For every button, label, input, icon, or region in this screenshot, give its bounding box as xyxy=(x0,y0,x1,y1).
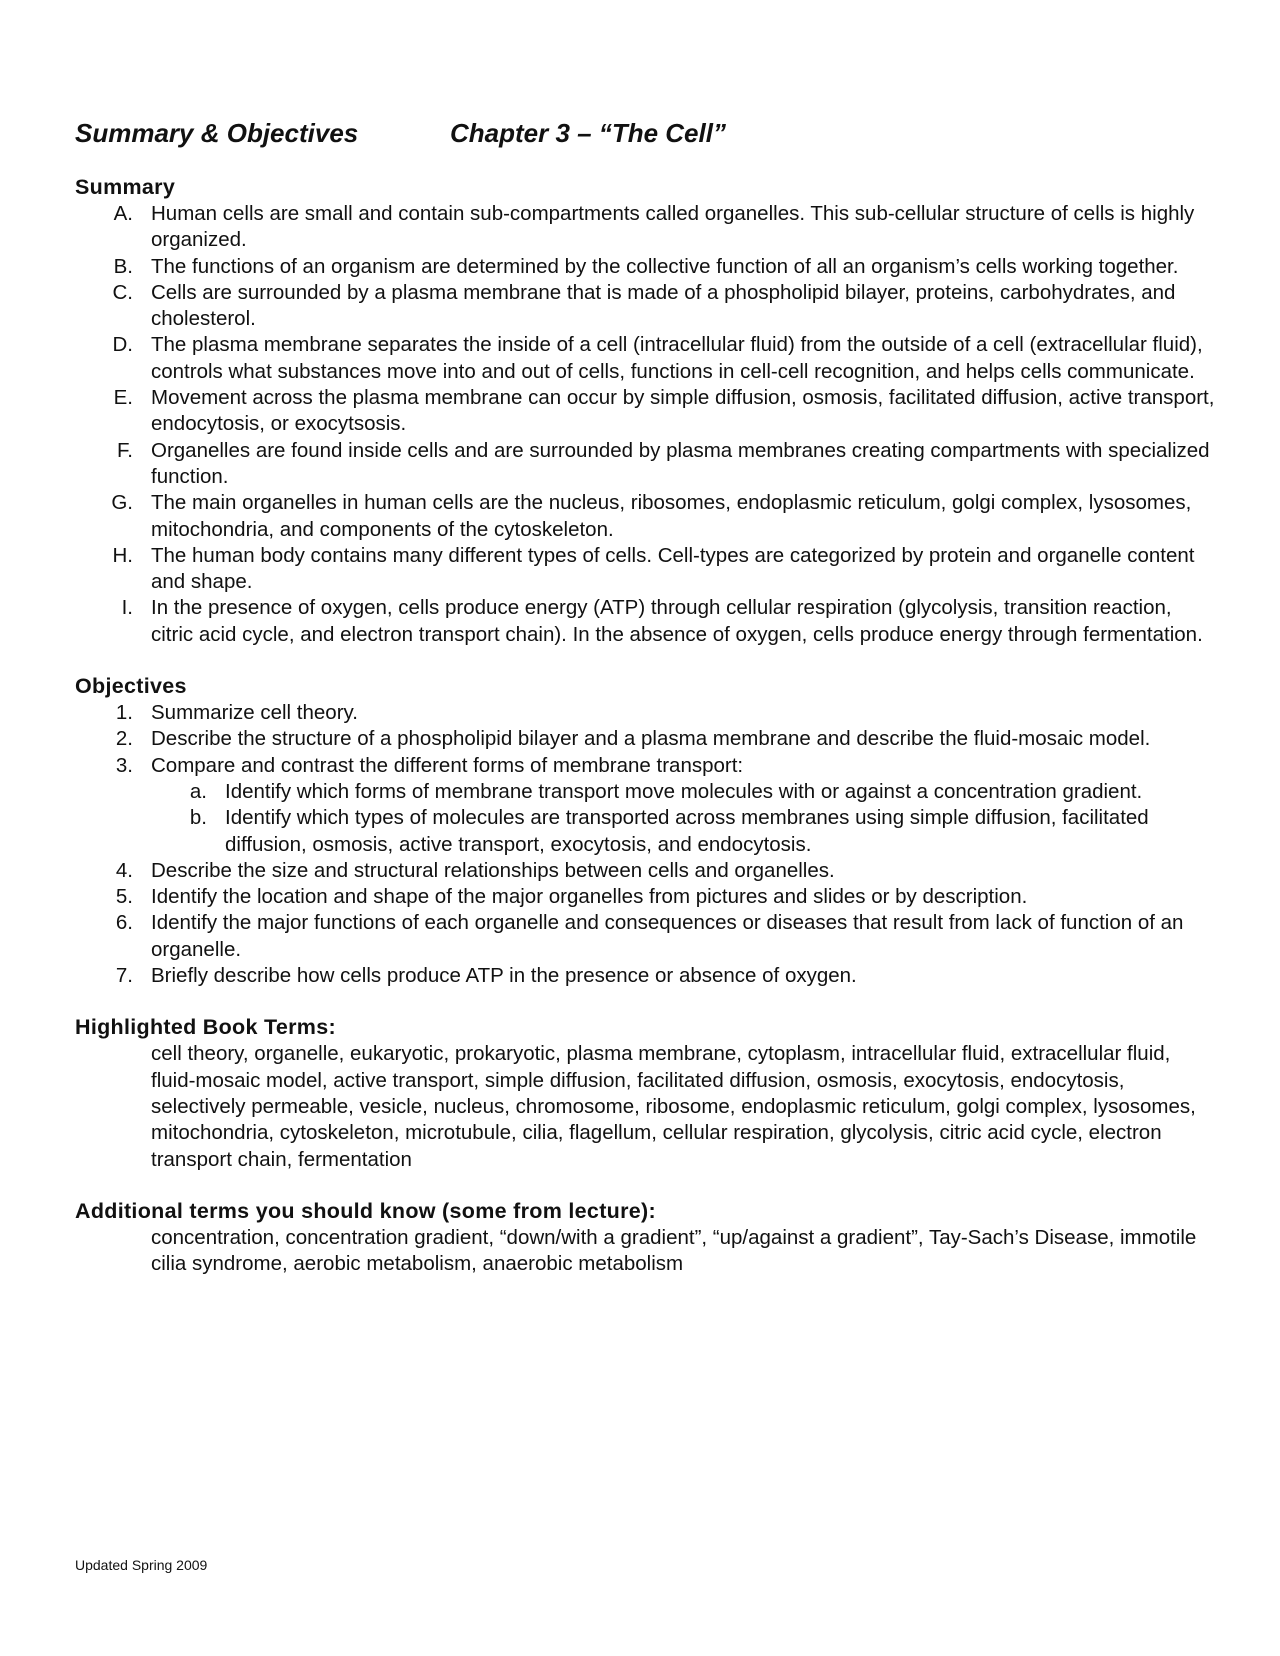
list-item xyxy=(75,201,1215,254)
summary-section xyxy=(75,173,1215,648)
list-item-text: Identify which forms of membrane transport move molecules with or against a concentration gradient. xyxy=(225,779,1143,803)
list-item xyxy=(75,963,1215,989)
list-marker: 2. xyxy=(115,727,133,751)
list-item-text: Identify which types of molecules are transported across membranes using simple diffusion, facilitated diffusion, osmosis, active transport, exocytosis, and endocytosis. xyxy=(225,806,1149,856)
objectives-list xyxy=(75,700,1215,989)
list-item xyxy=(75,438,1215,491)
list-item-text: Movement across the plasma membrane can occur by simple diffusion, osmosis, facilitated diffusion, active transport, endocytosis, or exocytsosis. xyxy=(151,386,1215,436)
list-item-text: Summarize cell theory. xyxy=(151,701,358,725)
list-marker: 1. xyxy=(115,701,133,725)
list-item xyxy=(75,726,1215,752)
summary-heading: Summary xyxy=(75,175,176,199)
summary-list xyxy=(75,201,1215,648)
list-item-text: Human cells are small and contain sub-compartments called organelles. This sub-cellular structure of cells is highly organized. xyxy=(151,202,1195,252)
list-item-text: Identify the location and shape of the major organelles from pictures and slides or by description. xyxy=(151,885,1028,909)
list-item-text: Briefly describe how cells produce ATP in the presence or absence of oxygen. xyxy=(151,964,857,988)
sublist-item xyxy=(75,779,1215,805)
list-marker: I. xyxy=(121,596,133,620)
list-item-text: The functions of an organism are determined by the collective function of all an organism’s cells working together. xyxy=(151,254,1179,278)
list-marker: A. xyxy=(113,202,133,225)
list-marker: 7. xyxy=(115,964,133,988)
list-item-text: In the presence of oxygen, cells produce energy (ATP) through cellular respiration (glycolysis, transition reaction, citric acid cycle, and electron transport chain). In the absence of oxygen, cells produce energy through fermentation. xyxy=(151,596,1203,646)
list-item xyxy=(75,280,1215,333)
list-item xyxy=(75,490,1215,543)
list-marker: E. xyxy=(113,386,133,410)
list-marker: D. xyxy=(112,333,133,357)
list-marker: G. xyxy=(111,491,133,515)
footer-updated: Updated Spring 2009 xyxy=(75,1557,208,1573)
list-item xyxy=(75,753,1215,858)
list-marker: b. xyxy=(189,806,207,830)
sublist-item xyxy=(75,805,1215,858)
book-terms-section xyxy=(75,1013,1215,1172)
list-marker: 5. xyxy=(115,885,133,909)
title-summary-objectives: Summary & Objectives xyxy=(75,118,359,148)
list-item-text: Describe the size and structural relationships between cells and organelles. xyxy=(151,858,835,882)
title-chapter: Chapter 3 – “The Cell” xyxy=(450,118,726,148)
book-terms-text: cell theory, organelle, eukaryotic, prokaryotic, plasma membrane, cytoplasm, intracellular fluid, extracellular fluid, fluid-mosaic model, active transport, simple diffusion, facilitated diffusion, osmosis, exocytosis, endocytosis, selectively permeable, vesicle, nucleus, chromosome, ribosome, endoplasmic reticulum, golgi complex, lysosomes, mitochondria, cytoskeleton, microtubule, cilia, flagellum, cellular respiration, glycolysis, citric acid cycle, electron transport chain, fermentation xyxy=(151,1042,1196,1171)
list-item xyxy=(75,254,1215,280)
list-item-text: Cells are surrounded by a plasma membrane that is made of a phospholipid bilayer, proteins, carbohydrates, and cholesterol. xyxy=(151,280,1176,331)
list-marker: 6. xyxy=(115,911,133,935)
list-item-text: Identify the major functions of each organelle and consequences or diseases that result from lack of function of an organelle. xyxy=(151,911,1184,961)
list-item xyxy=(75,543,1215,596)
additional-terms-text: concentration, concentration gradient, “down/with a gradient”, “up/against a gradient”, Tay-Sach’s Disease, immotile cilia syndrome, aerobic metabolism, anaerobic metabolism xyxy=(151,1225,1197,1276)
list-marker: F. xyxy=(117,438,133,462)
objectives-heading: Objectives xyxy=(75,674,187,699)
objectives-section xyxy=(75,672,1215,989)
additional-terms-heading: Additional terms you should know (some from lecture): xyxy=(75,1198,656,1223)
list-marker: B. xyxy=(113,254,133,278)
list-item xyxy=(75,858,1215,884)
list-item xyxy=(75,910,1215,963)
list-marker: a. xyxy=(189,779,207,803)
book-terms-heading: Highlighted Book Terms: xyxy=(75,1015,336,1040)
list-item-text: The main organelles in human cells are the nucleus, ribosomes, endoplasmic reticulum, golgi complex, lysosomes, mitochondria, and components of the cytoskeleton. xyxy=(151,491,1192,541)
list-item-text: Compare and contrast the different forms of membrane transport: xyxy=(151,753,744,777)
list-item xyxy=(75,700,1215,726)
list-item-text: Describe the structure of a phospholipid bilayer and a plasma membrane and describe the fluid-mosaic model. xyxy=(151,727,1151,751)
additional-terms-section xyxy=(75,1197,1215,1278)
list-item xyxy=(75,884,1215,910)
list-item-text: The plasma membrane separates the inside of a cell (intracellular fluid) from the outside of a cell (extracellular fluid), controls what substances move into and out of cells, functions in cell-cell recognition, and helps cells communicate. xyxy=(151,333,1203,383)
list-marker: 4. xyxy=(115,858,133,882)
document-page xyxy=(75,117,1215,1301)
list-item xyxy=(75,385,1215,438)
list-marker: H. xyxy=(112,543,133,567)
objectives-sublist xyxy=(75,779,1215,858)
list-marker: 3. xyxy=(115,753,133,777)
list-item xyxy=(75,332,1215,385)
page-title xyxy=(75,117,1215,149)
list-item xyxy=(75,595,1215,648)
list-item-text: The human body contains many different types of cells. Cell-types are categorized by protein and organelle content and shape. xyxy=(151,543,1195,594)
list-marker: C. xyxy=(112,280,133,304)
list-item-text: Organelles are found inside cells and are surrounded by plasma membranes creating compartments with specialized function. xyxy=(151,438,1210,488)
